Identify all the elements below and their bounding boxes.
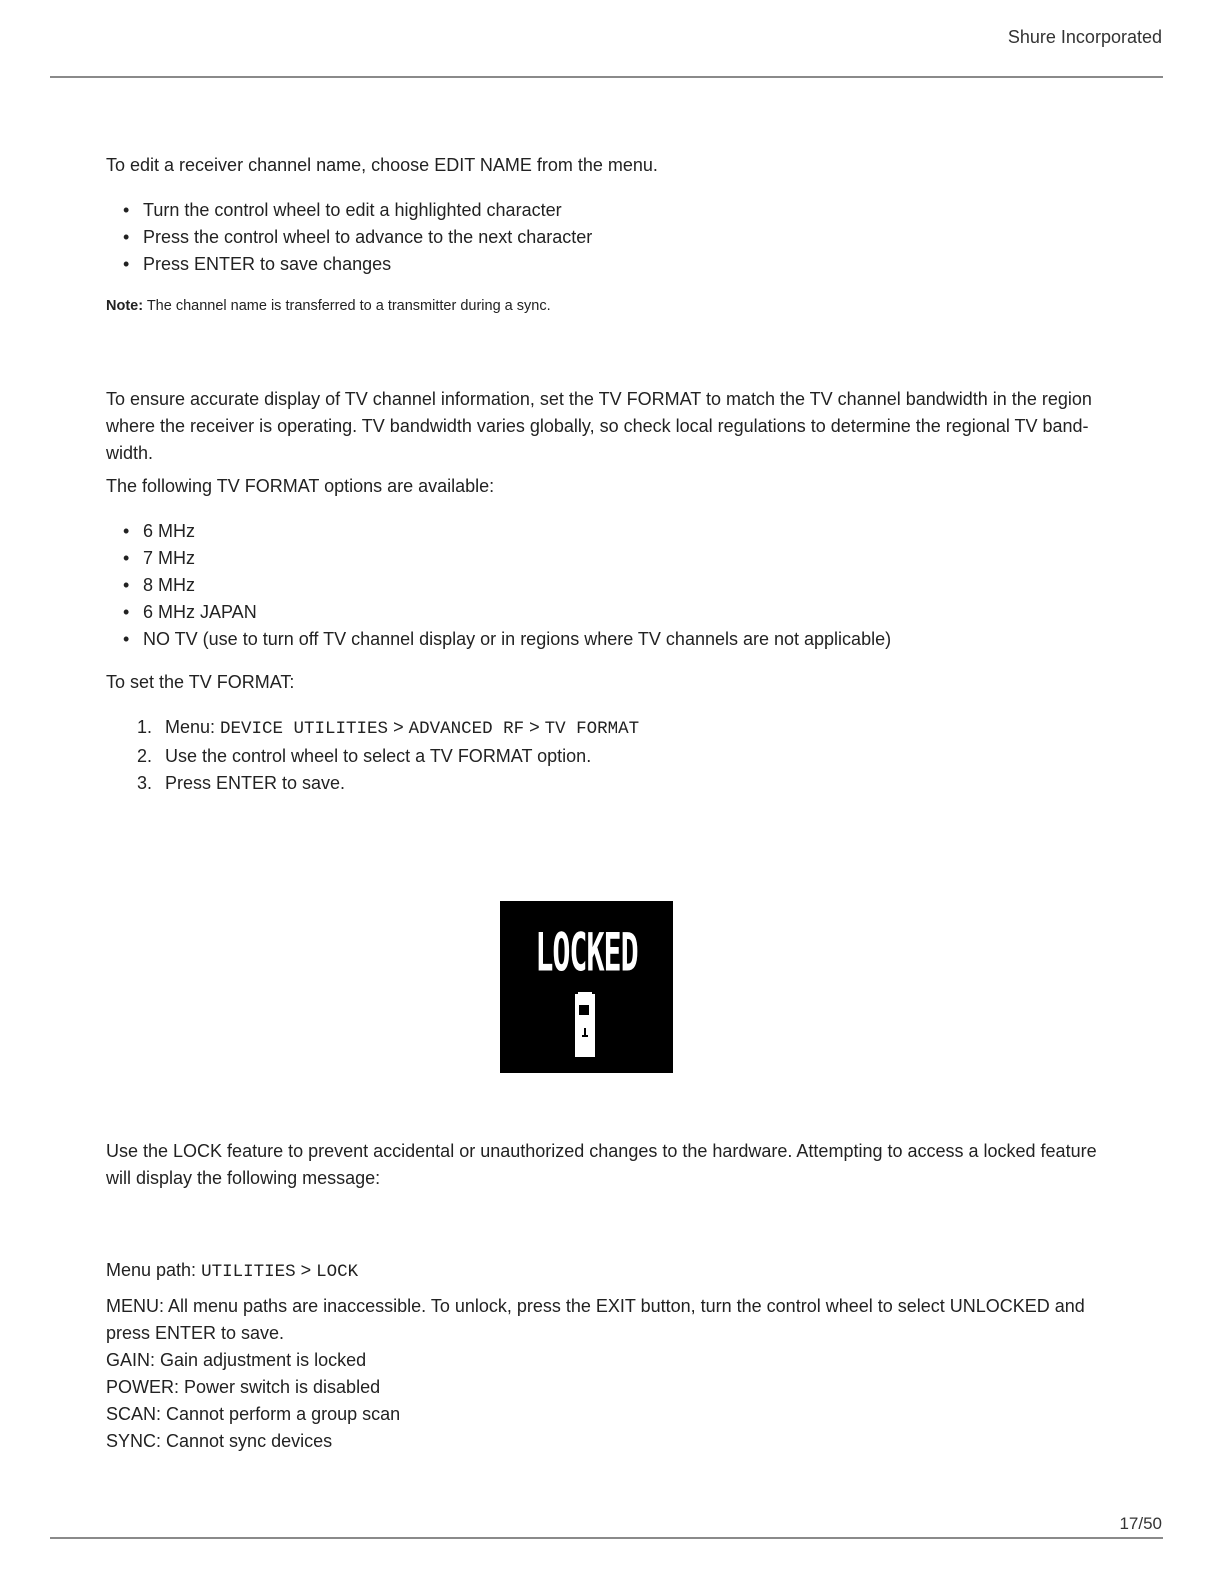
- menu-path-segment: UTILITIES: [201, 1262, 296, 1282]
- edit-name-bullets-wrap: [106, 197, 1096, 278]
- tv-format-steps: [106, 714, 1096, 797]
- lock-intro-line: will display the following message:: [106, 1168, 381, 1188]
- tv-format-set-intro-wrap: [106, 669, 1096, 696]
- list-item: • NO TV (use to turn off TV channel display or in regions where TV channels are not applicable): [106, 626, 1096, 653]
- step-text: Press ENTER to save.: [165, 773, 346, 793]
- note-block: [106, 296, 1096, 316]
- list-item: • Press the control wheel to advance to the next character: [106, 224, 1096, 251]
- step-item: [106, 770, 1096, 797]
- locked-display-image: [500, 901, 673, 1073]
- step-text: Use the control wheel to select a TV FORMAT option.: [165, 746, 592, 766]
- tv-format-options-wrap: [106, 518, 1096, 653]
- step-number: 1.: [137, 717, 153, 737]
- lock-item: MENU: All menu paths are inaccessible. To unlock, press the EXIT button, turn the control wheel to select UNLOCKED and: [106, 1296, 1085, 1316]
- menu-path-segment: TV FORMAT: [544, 719, 640, 739]
- lock-item: GAIN: Gain adjustment is locked: [106, 1350, 367, 1370]
- menu-path-label: Menu path:: [106, 1260, 202, 1280]
- lock-items: [106, 1293, 1106, 1455]
- footer-divider: [50, 1537, 1163, 1539]
- tv-format-intro-line: To ensure accurate display of TV channel information, set the TV FORMAT to match the TV channel bandwidth in the region: [106, 389, 1092, 409]
- lock-menu-path: [106, 1257, 1096, 1286]
- tv-format-set-intro: To set the TV FORMAT:: [106, 672, 295, 692]
- tv-format-intro: [106, 386, 1106, 467]
- lock-item: SYNC: Cannot sync devices: [106, 1431, 333, 1451]
- lock-intro-line: Use the LOCK feature to prevent accidental or unauthorized changes to the hardware. Attempting to access a locked feature: [106, 1141, 1097, 1161]
- step-number: 3.: [137, 773, 153, 793]
- menu-path-segment: DEVICE UTILITIES: [220, 719, 389, 739]
- note-text: The channel name is transferred to a transmitter during a sync.: [143, 298, 551, 314]
- step-prefix: Menu:: [165, 717, 221, 737]
- tv-format-steps-wrap: [106, 714, 1096, 797]
- edit-name-section: [106, 152, 1096, 179]
- list-item: • 6 MHz JAPAN: [106, 599, 1096, 626]
- lock-item: press ENTER to save.: [106, 1323, 285, 1343]
- menu-path-separator: >: [524, 717, 545, 737]
- list-item: • 8 MHz: [106, 572, 1096, 599]
- header-company-name: Shure Incorporated: [1007, 27, 1162, 47]
- tv-format-options-intro-wrap: [106, 473, 1096, 500]
- list-item: • Press ENTER to save changes: [106, 251, 1096, 278]
- step-number: 2.: [137, 746, 153, 766]
- edit-name-intro: To edit a receiver channel name, choose EDIT NAME from the menu.: [106, 155, 658, 175]
- menu-path-separator: >: [388, 717, 409, 737]
- list-item: • 6 MHz: [106, 518, 1096, 545]
- step-item: [106, 743, 1096, 770]
- lock-intro: [106, 1138, 1106, 1192]
- tv-format-intro-line: width.: [106, 443, 154, 463]
- lock-item: POWER: Power switch is disabled: [106, 1377, 381, 1397]
- header-divider: [50, 76, 1163, 78]
- list-item: • Turn the control wheel to edit a highlighted character: [106, 197, 1096, 224]
- note-label: Note:: [106, 298, 144, 314]
- page-number: 17/50: [1119, 1514, 1162, 1533]
- lock-item: SCAN: Cannot perform a group scan: [106, 1404, 401, 1424]
- step-item: [106, 714, 1096, 743]
- transmitter-lock-icon: [574, 992, 596, 1058]
- edit-name-bullets: [106, 197, 1096, 278]
- menu-path-segment: ADVANCED RF: [408, 719, 525, 739]
- tv-format-options-intro: The following TV FORMAT options are available:: [106, 476, 495, 496]
- list-item: • 7 MHz: [106, 545, 1096, 572]
- tv-format-options: [106, 518, 1096, 653]
- menu-path-separator: >: [295, 1260, 317, 1280]
- locked-display-text: LOCKED: [535, 923, 638, 985]
- menu-path-segment: LOCK: [316, 1262, 359, 1282]
- tv-format-intro-line: where the receiver is operating. TV bandwidth varies globally, so check local regulations to determine the regional TV band-: [106, 416, 1089, 436]
